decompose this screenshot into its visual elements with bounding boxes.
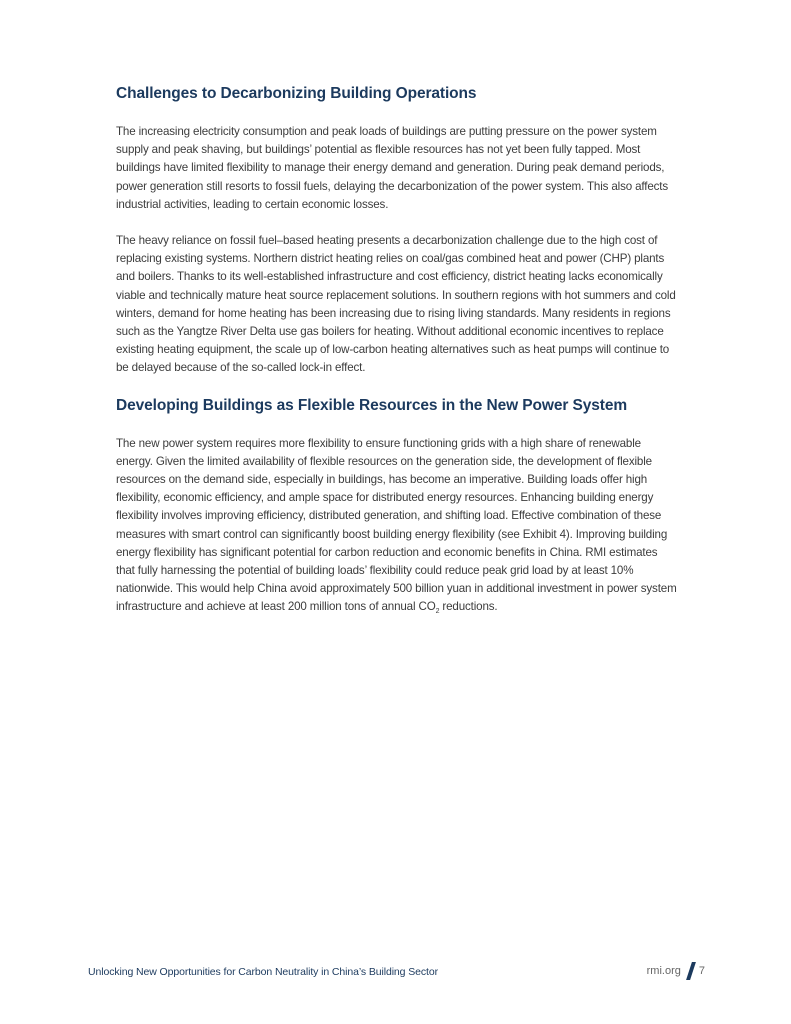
footer-report-title: Unlocking New Opportunities for Carbon Neutrality in China’s Building Sector — [88, 966, 438, 978]
slash-divider-icon — [686, 962, 696, 980]
content-column — [116, 84, 678, 617]
footer-right — [647, 962, 705, 980]
paragraph-end-text: reductions. — [439, 600, 498, 614]
section-heading-flexible-resources: Developing Buildings as Flexible Resources in the New Power System — [116, 396, 628, 414]
paragraph-fossil-heating: The heavy reliance on fossil fuel–based heating presents a decarbonization challenge due to the high cost of replacing existing systems. Northern district heating relies on coal/gas combined heat and power (CHP) plants and boilers. Thanks to its well-established infrastructure and cost efficiency, district heating lacks economically viable and technically mature heat source replacement solutions. In southern regions with hot summers and cold winters, demand for home heating has been increasing due to rising living standards. Many residents in regions such as the Yangtze River Delta use gas boilers for heating. Without additional economic incentives to replace existing heating equipment, the scale up of low-carbon heating alternatives such as heat pumps will continue to be delayed because of the so-called lock-in effect. — [116, 234, 676, 375]
page-number: 7 — [698, 965, 705, 977]
paragraph-new-power-system — [116, 435, 678, 617]
co2-subscript: 2 — [435, 608, 440, 616]
paragraph-main-text: The new power system requires more flexibility to ensure functioning grids with a high share of renewable energy. Given the limited availability of flexible resources on the generation side, the development of flexible resources on the demand side, especially in buildings, has become an imperative. Building loads offer high flexibility, economic efficiency, and ample space for distributed energy resources. Enhancing building energy flexibility involves improving efficiency, distributed generation, and shifting load. Effective combination of these measures with smart control can significantly boost building energy flexibility (see Exhibit 4). Improving building energy flexibility has significant potential for carbon reduction and economic benefits in China. RMI estimates that fully harnessing the potential of building loads’ flexibility could reduce peak grid load by at least 10% nationwide. This would help China avoid approximately 500 billion yuan in additional investment in power system infrastructure and achieve at least 200 million tons of annual CO — [116, 436, 677, 614]
paragraph-electricity-consumption: The increasing electricity consumption and peak loads of buildings are putting pressure on the power system supply and peak shaving, but buildings’ potential as flexible resources has not yet been fully tapped. Most buildings have limited flexibility to manage their energy demand and generation. During peak demand periods, power generation still resorts to fossil fuels, delaying the decarbonization of the power system. This also affects industrial activities, leading to certain economic losses. — [116, 125, 668, 211]
footer-site-link[interactable]: rmi.org — [646, 965, 681, 977]
section-heading-challenges: Challenges to Decarbonizing Building Operations — [116, 85, 477, 102]
